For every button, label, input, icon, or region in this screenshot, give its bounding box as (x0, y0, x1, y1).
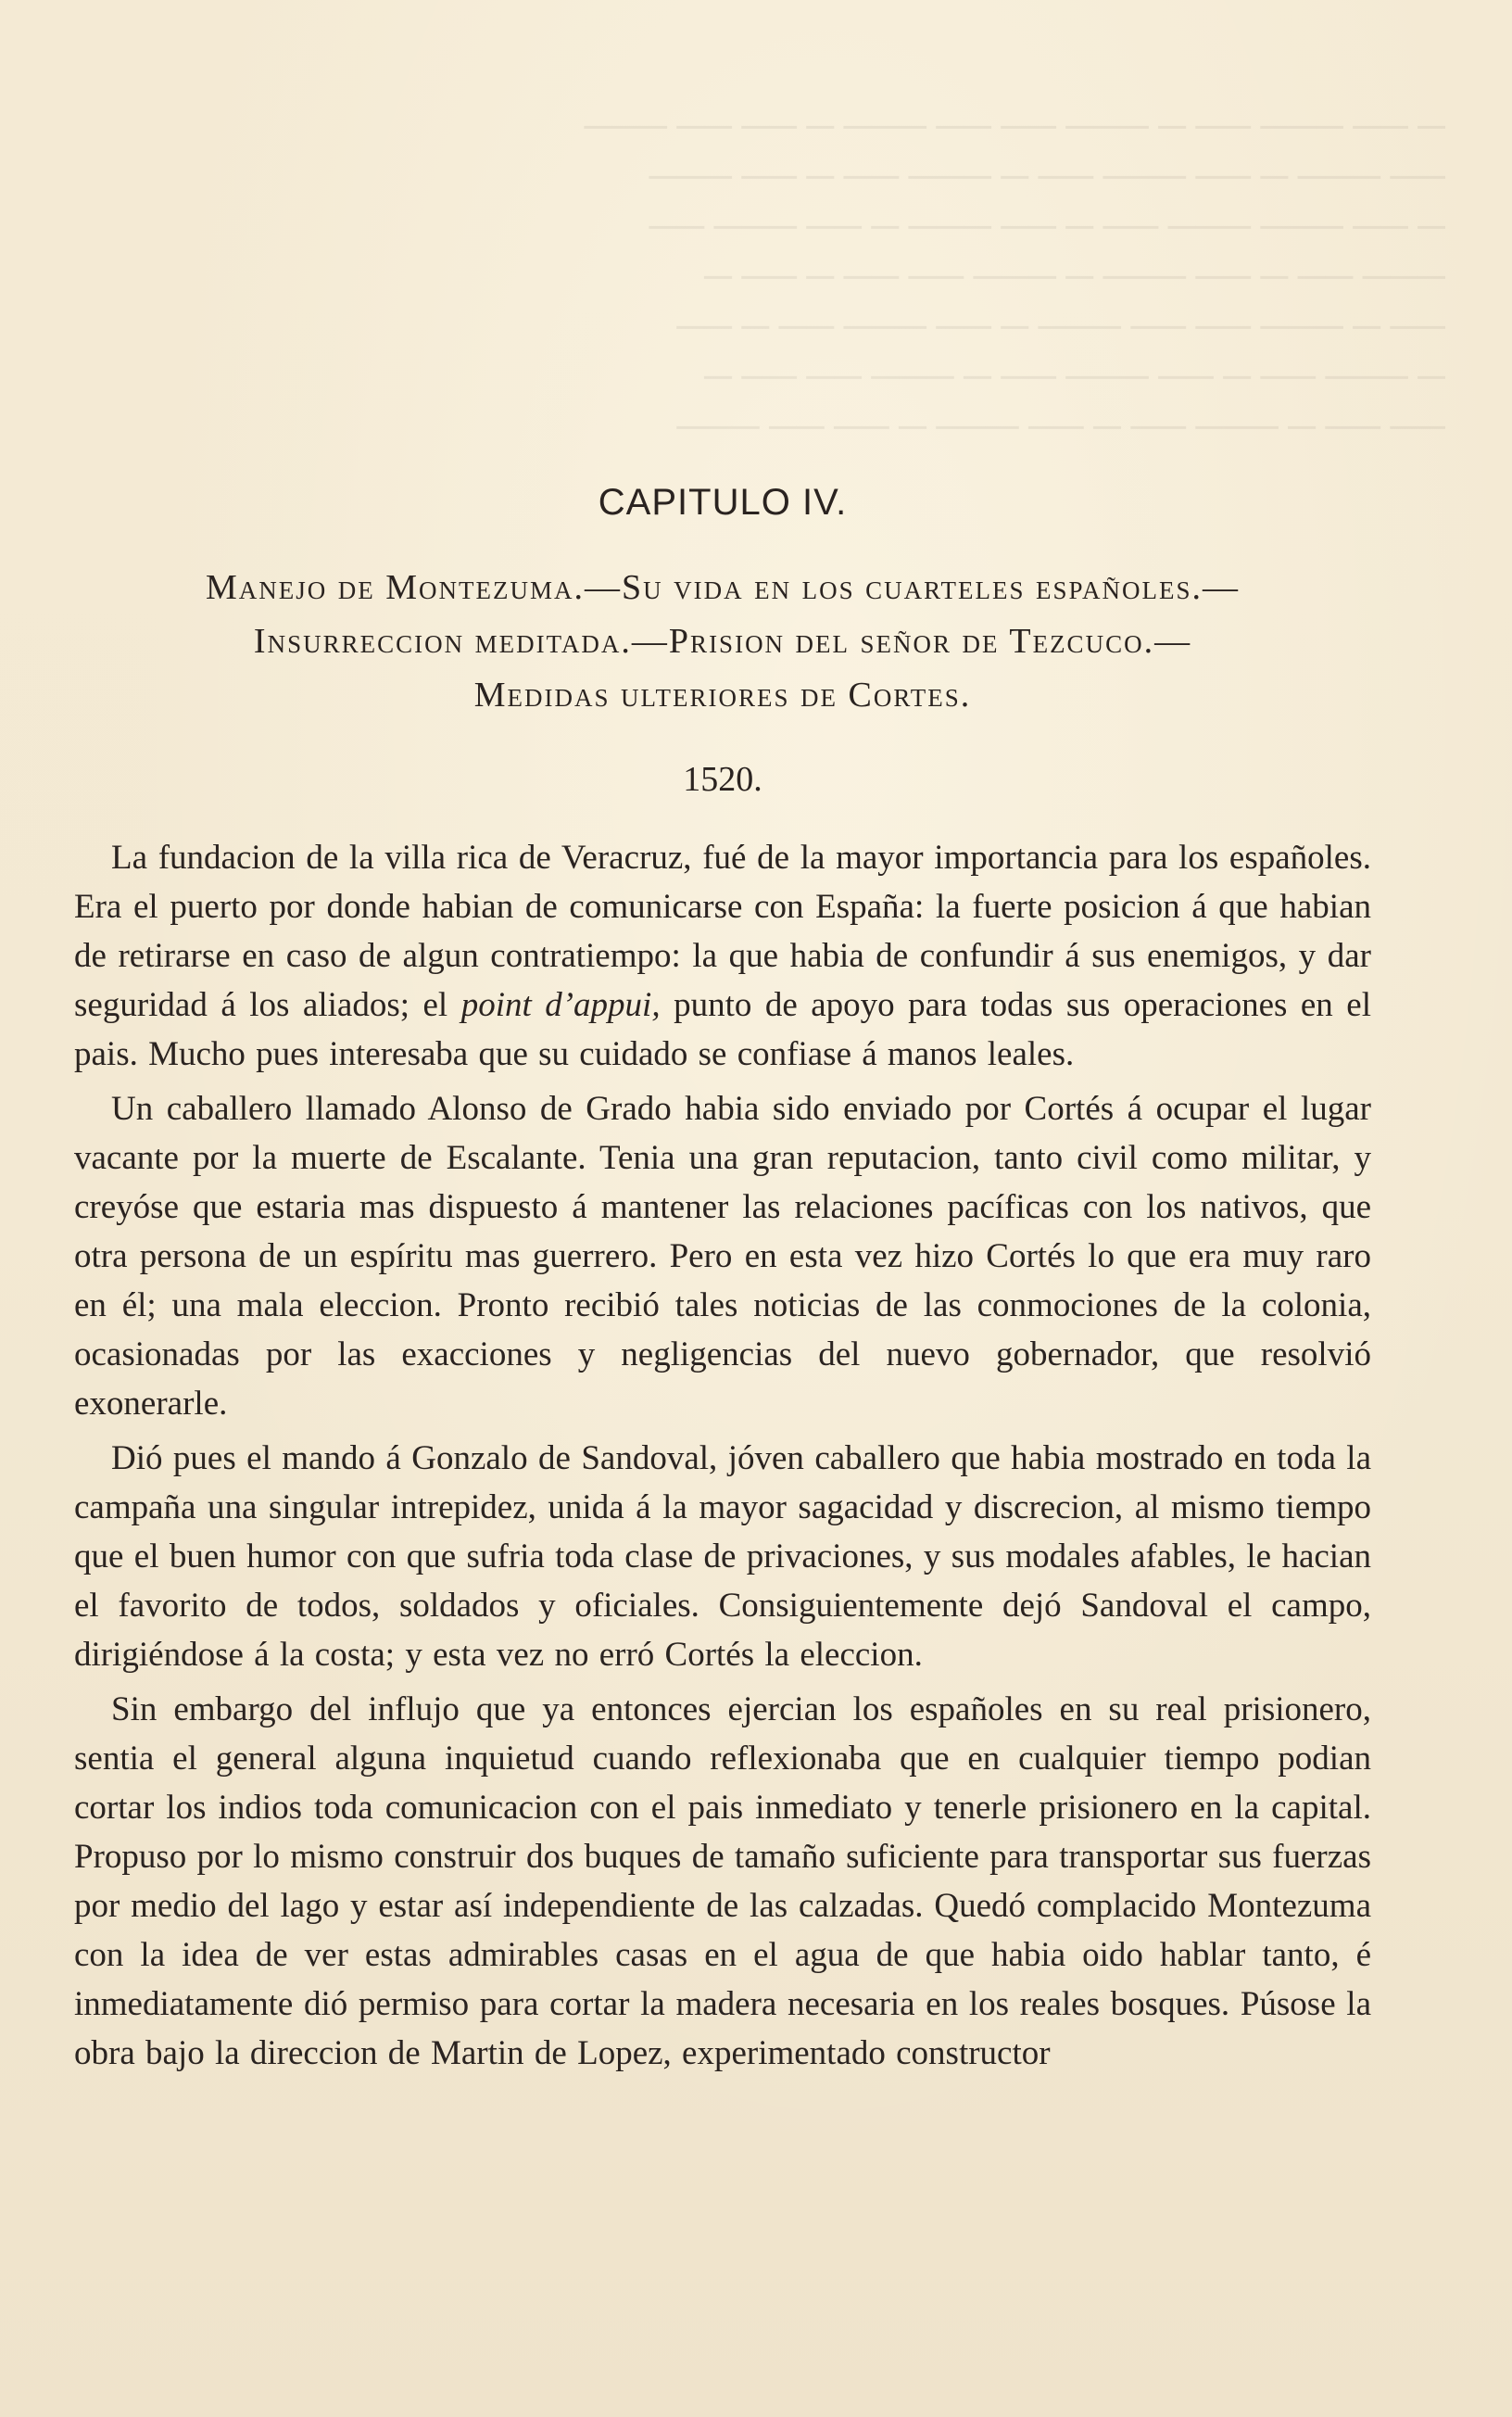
paragraph-1-italic: point d’appui, (460, 986, 661, 1024)
paragraph-1-text-a: La fundacion de la villa rica de Veracruz, fué de la mayor importancia para los españoles. Era el puerto por donde habian de comunicarse con España: la fuerte posicion á que habian de retirarse en caso de algun contratiempo: la que habia de confundir á sus enemigos, y dar seguridad á los aliados; el (74, 839, 1371, 1024)
summary-line: Manejo de Montezuma.—Su vida en los cuarteles españoles.— (205, 568, 1241, 607)
paragraph-4: Sin embargo del influjo que ya entonces ejercian los españoles en su real prisionero, sentia el general alguna inquietud cuando reflexionaba que en cualquier tiempo podian cortar los indios toda comunicacion con el pais inmediato y tenerle prisionero en la capital. Propuso por lo mismo construir dos buques de tamaño suficiente para transportar sus fuerzas por medio del lago y estar así independiente de las calzadas. Quedó complacido Montezuma con la idea de ver estas admirables casas en el agua de que habia oido hablar tanto, é inmediatamente dió permiso para cortar la madera necesaria en los reales bosques. Púsose la obra bajo la direccion de Martin de Lopez, experimentado constructor (74, 1690, 1371, 2072)
summary-line: Insurreccion meditada.—Prision del señor de Tezcuco.— (253, 622, 1192, 661)
paragraph-3: Dió pues el mando á Gonzalo de Sandoval, jóven caballero que habia mostrado en toda la campaña una singular intrepidez, unida á la mayor sagacidad y discrecion, al mismo tiempo que el buen humor con que sufria toda clase de privaciones, y sus modales afables, le hacian el favorito de todos, soldados y oficiales. Consiguientemente dejó Sandoval el campo, dirigiéndose á la costa; y esta vez no erró Cortés la eleccion. (74, 1439, 1371, 1674)
summary-line: Medidas ulteriores de Cortes. (473, 676, 972, 715)
chapter-year: 1520. (683, 760, 762, 799)
page-content (74, 482, 1371, 2078)
chapter-title: CAPITULO IV. (598, 482, 848, 523)
paragraph-1 (74, 833, 1371, 1079)
bleed-through-text: ─ ── ─── ── ─ ─── ── ── ─── ─ ── ── ─── ── ─── ─ ── ─── ── ─ ─── ── ─ ── ─── ─ ── ─── ─── ── ─ ── ─── ─ ── ─── ── ─── ── ─ ── ─── ─ ─── ── ── ─ ── ─ ── ─ ─── ── ── ─── ─ ── ─── ── ─ ── ─ ─── ── ─ ── ─── ── ─ ─── ── ── ─ ── ── ─ ─── ── ─ ── ─── ─ ── ── ─── (584, 106, 1445, 449)
paragraph-1-text-b: punto de apoyo para todas sus operaciones en el pais. Mucho pues interesaba que su cuidado se confiase á manos leales. (74, 986, 1371, 1073)
paragraph-2: Un caballero llamado Alonso de Grado habia sido enviado por Cortés á ocupar el lugar vacante por la muerte de Escalante. Tenia una gran reputacion, tanto civil como militar, y creyóse que estaria mas dispuesto á mantener las relaciones pacíficas con los nativos, que otra persona de un espíritu mas guerrero. Pero en esta vez hizo Cortés lo que era muy raro en él; una mala eleccion. Pronto recibió tales noticias de las conmociones de la colonia, ocasionadas por las exacciones y negligencias del nuevo gobernador, que resolvió exonerarle. (74, 1090, 1371, 1423)
chapter-summary (74, 561, 1371, 722)
